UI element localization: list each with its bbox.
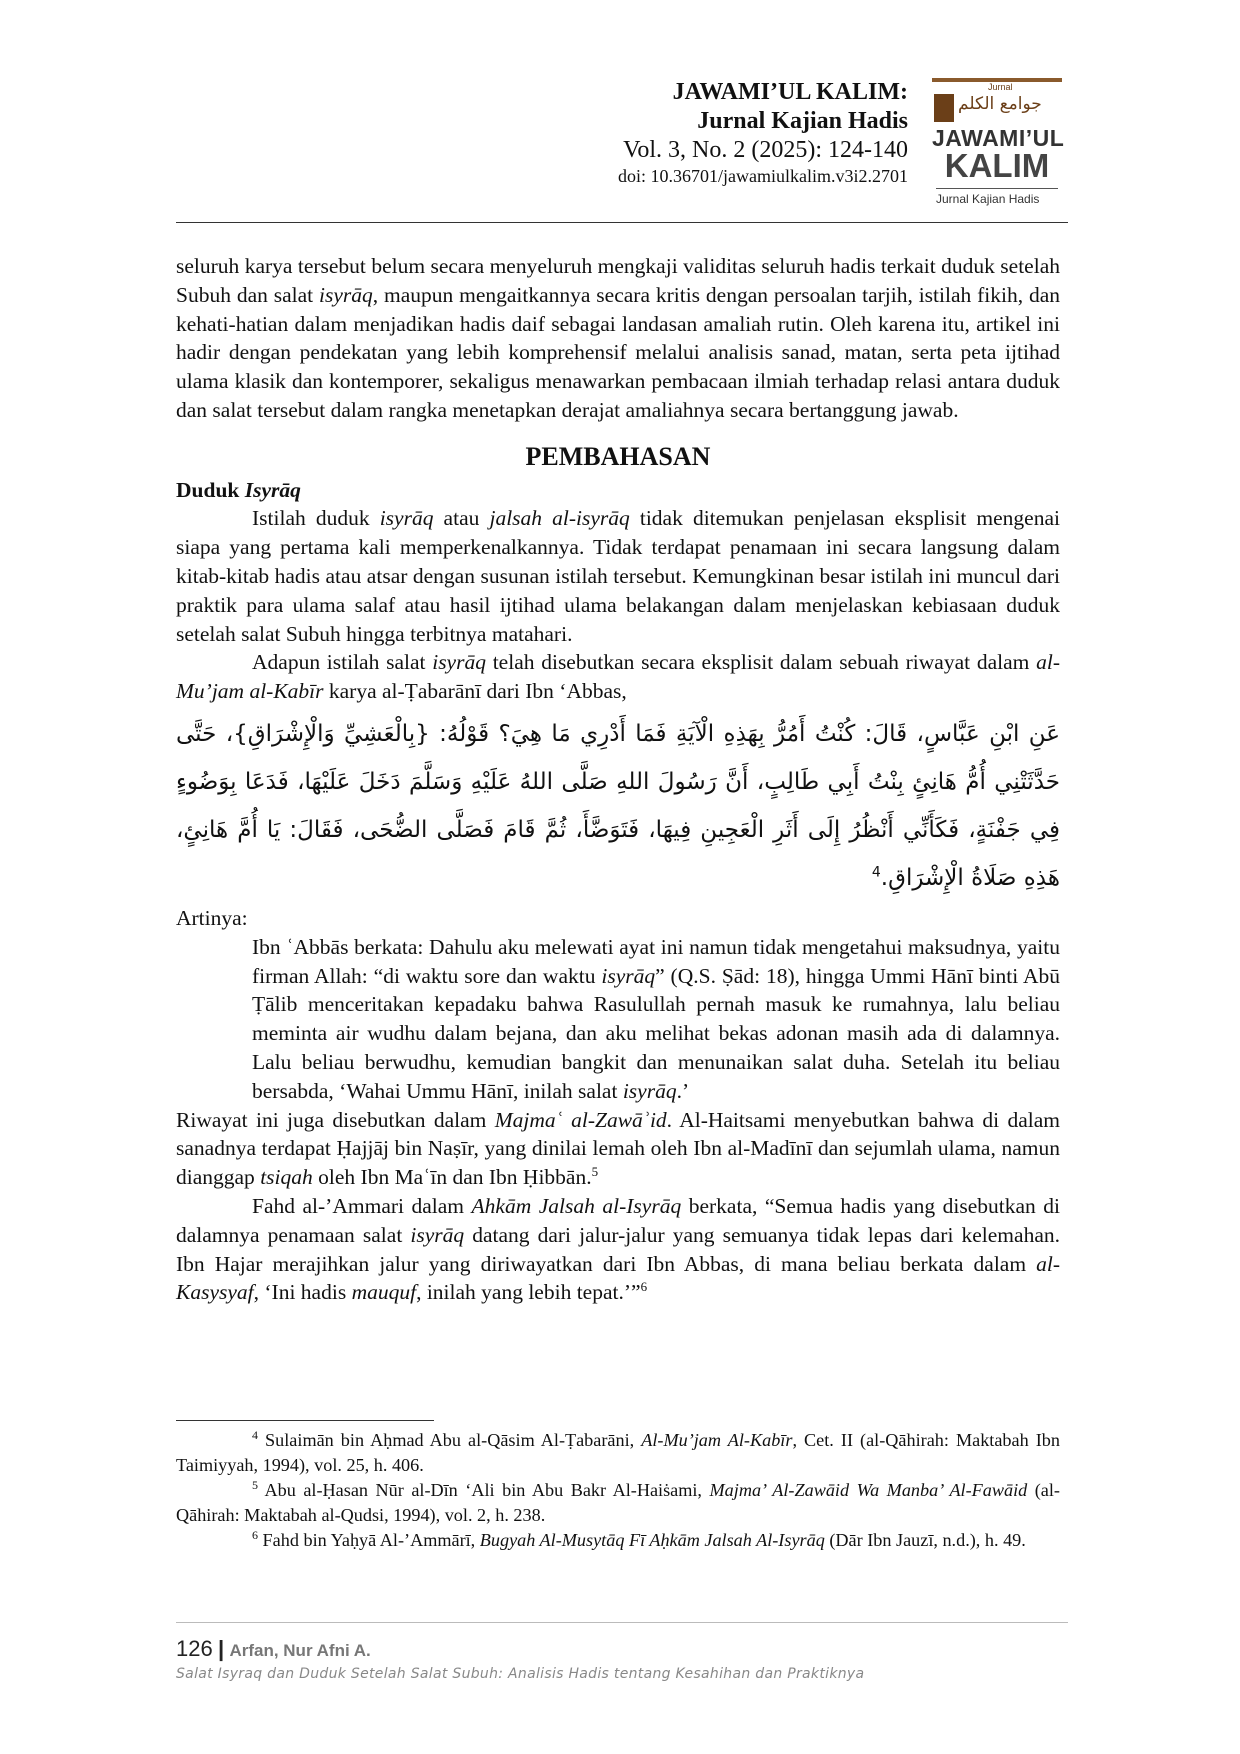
journal-volume: Vol. 3, No. 2 (2025): 124-140 <box>623 136 908 163</box>
logo-word-jawamiul: JAWAMI’UL <box>932 125 1065 151</box>
logo-square-icon <box>934 94 954 122</box>
footnote-4: $^4$ Sulaimān bin Aḥmad Abu al-Qāsim Al-Ṭabarāni, Al-Mu’jam Al-Kabīr, Cet. II (al-Qāhirah: Maktabah Ibn Taimiyyah, 1994), vol. 25, h. 406. <box>176 1427 1060 1475</box>
journal-name: JAWAMI’UL KALIM: <box>672 79 908 105</box>
journal-doi: doi: 10.36701/jawamiulkalim.v3i2.2701 <box>618 166 908 187</box>
artinya-label: Artinya: <box>176 905 248 930</box>
logo-word-kalim: KALIM <box>944 147 1050 184</box>
translation-quote: Ibn ʿAbbās berkata: Dahulu aku melewati ayat ini namun tidak mengetahui maksudnya, yaitu firman Allah: “di waktu sore dan waktu isyrāq” (Q.S. Ṣād: 18), hingga Ummi Hānī binti Abū Ṭālib menceritakan kepadaku bahwa Rasulullah pernah masuk ke rumahnya, lalu beliau meminta air wudhu dalam bejana, dan aku melihat bekas adonan masih ada di dalamnya. Lalu beliau berwudhu, kemudian bangkit dan menunaikan salat duha. Setelah itu beliau bersabda, ‘Wahai Ummu Hānī, inilah salat isyrāq.’ <box>252 934 1060 1103</box>
logo-subtitle: Jurnal Kajian Hadis <box>936 192 1040 206</box>
footnote-6: $^6$ Fahd bin Yaḥyā Al-’Ammārī, Bugyah Al-Musytāq Fī Aḥkām Jalsah Al-Isyrāq (Dār Ibn Jauzī, n.d.), h. 49. <box>252 1527 1026 1550</box>
paragraph-fahd: Fahd al-’Ammari dalam Ahkām Jalsah al-Isyrāq berkata, “Semua hadis yang disebutkan di dalamnya penamaan salat isyrāq datang dari jalur-jalur yang semuanya tidak lepas dari kelemahan. Ibn Hajar merajihkan jalur yang diriwayatkan dari Ibn Abbas, di mana beliau berkata dalam al-Kasysyaf, ‘Ini hadis mauquf, inilah yang lebih tepat.’”$^6$ <box>176 1193 1060 1305</box>
footnote-ref-6: 6 <box>640 1279 648 1295</box>
article-body <box>176 252 1060 1307</box>
footer-separator: | <box>218 1636 225 1661</box>
journal-subtitle: Jurnal Kajian Hadis <box>697 107 908 134</box>
footnote-ref-4: 4 <box>871 864 881 881</box>
footer-authors: Arfan, Nur Afni A. <box>229 1641 371 1660</box>
header-divider <box>176 222 1068 223</box>
section-heading: PEMBAHASAN <box>525 441 711 471</box>
subheading-duduk-isyraq: Duduk Isyrāq <box>176 477 301 502</box>
paragraph-adapun: Adapun istilah salat isyrāq telah disebutkan secara eksplisit dalam sebuah riwayat dalam al-Mu’jam al-Kabīr karya al-Ṭabarānī dari Ibn ‘Abbas, <box>176 650 1060 704</box>
footer-divider <box>176 1622 1068 1623</box>
footnotes <box>176 1428 1060 1553</box>
paragraph-riwayat: Riwayat ini juga disebutkan dalam Majmaʿ al-Zawāʾid. Al-Haitsami menyebutkan bahwa di dalam sanadnya terdapat Ḥajjāj bin Naṣīr, yang dinilai lemah oleh Ibn al-Madīnī dan sejumlah ulama, namun dianggap tsiqah oleh Ibn Maʿīn dan Ibn Ḥibbān.$^5$ <box>176 1107 1060 1190</box>
paragraph-istilah: Istilah duduk isyrāq atau jalsah al-isyrāq tidak ditemukan penjelasan eksplisit mengenai siapa yang pertama kali memperkenalkannya. Tidak terdapat penamaan ini secara langsung dalam kitab-kitab hadis atau atsar dengan susunan istilah tersebut. Kemungkinan besar istilah ini muncul dari praktik para ulama salaf atau hasil ijtihad ulama belakangan dalam menjelaskan kebiasaan duduk setelah salat Subuh hingga terbitnya matahari. <box>176 506 1060 646</box>
journal-logo <box>932 78 1065 213</box>
footer-article-title: Salat Isyraq dan Duduk Setelah Salat Subuh: Analisis Hadis tentang Kesahihan dan Praktiknya <box>176 1666 865 1682</box>
page-footer <box>176 1636 371 1662</box>
page-number: 126 <box>176 1636 213 1661</box>
footnote-ref-5: 5 <box>591 1163 599 1179</box>
logo-arabic-text: جوامع الكلم <box>958 94 1042 114</box>
logo-rule <box>936 188 1058 189</box>
journal-header <box>618 78 908 188</box>
footnote-5: $^5$ Abu al-Ḥasan Nūr al-Dīn ‘Ali bin Abu Bakr Al-Haiṡami, Majma’ Al-Zawāid Wa Manba’ Al-Fawāid (al-Qāhirah: Maktabah al-Qudsi, 1994), vol. 2, h. 238. <box>176 1477 1060 1525</box>
arabic-hadith-text: عَنِ ابْنِ عَبَّاسٍ، قَالَ: كُنْتُ أَمُرُّ بِهَذِهِ الْآيَةِ فَمَا أَدْرِي مَا هِيَ؟ قَوْلُهُ: {بِالْعَشِيِّ وَالْإِشْرَاقِ}، حَتَّى حَدَّثَتْنِي أُمُّ هَانِئٍ بِنْتُ أَبِي طَالِبٍ، أَنَّ رَسُولَ اللهِ صَلَّى اللهُ عَلَيْهِ وَسَلَّمَ دَخَلَ عَلَيْهَا، فَدَعَا بِوَضُوءٍ فِي جَفْنَةٍ، فَكَأَنِّي أَنْظُرُ إِلَى أَثَرِ الْعَجِينِ فِيهَا، فَتَوَضَّأَ، ثُمَّ قَامَ فَصَلَّى الضُّحَى، فَقَالَ: يَا أُمَّ هَانِئٍ، هَذِهِ صَلَاةُ الْإِشْرَاقِ.$^4$ <box>176 720 1060 891</box>
paragraph-intro-continued: seluruh karya tersebut belum secara menyeluruh mengkaji validitas seluruh hadis terkait duduk setelah Subuh dan salat isyrāq, maupun mengaitkannya secara kritis dengan persoalan tarjih, istilah fikih, dan kehati-hatian dalam menjadikan hadis daif sebagai landasan amaliah rutin. Oleh karena itu, artikel ini hadir dengan pendekatan yang lebih komprehensif melalui analisis sanad, matan, serta peta ijtihad ulama klasik dan kontemporer, sekaligus menawarkan pembacaan ilmiah terhadap relasi antara duduk dan salat tersebut dalam rangka menetapkan derajat amaliahnya secara bertanggung jawab. <box>176 254 1060 422</box>
logo-small-text: Jurnal <box>988 82 1013 92</box>
footnote-divider <box>176 1420 434 1421</box>
